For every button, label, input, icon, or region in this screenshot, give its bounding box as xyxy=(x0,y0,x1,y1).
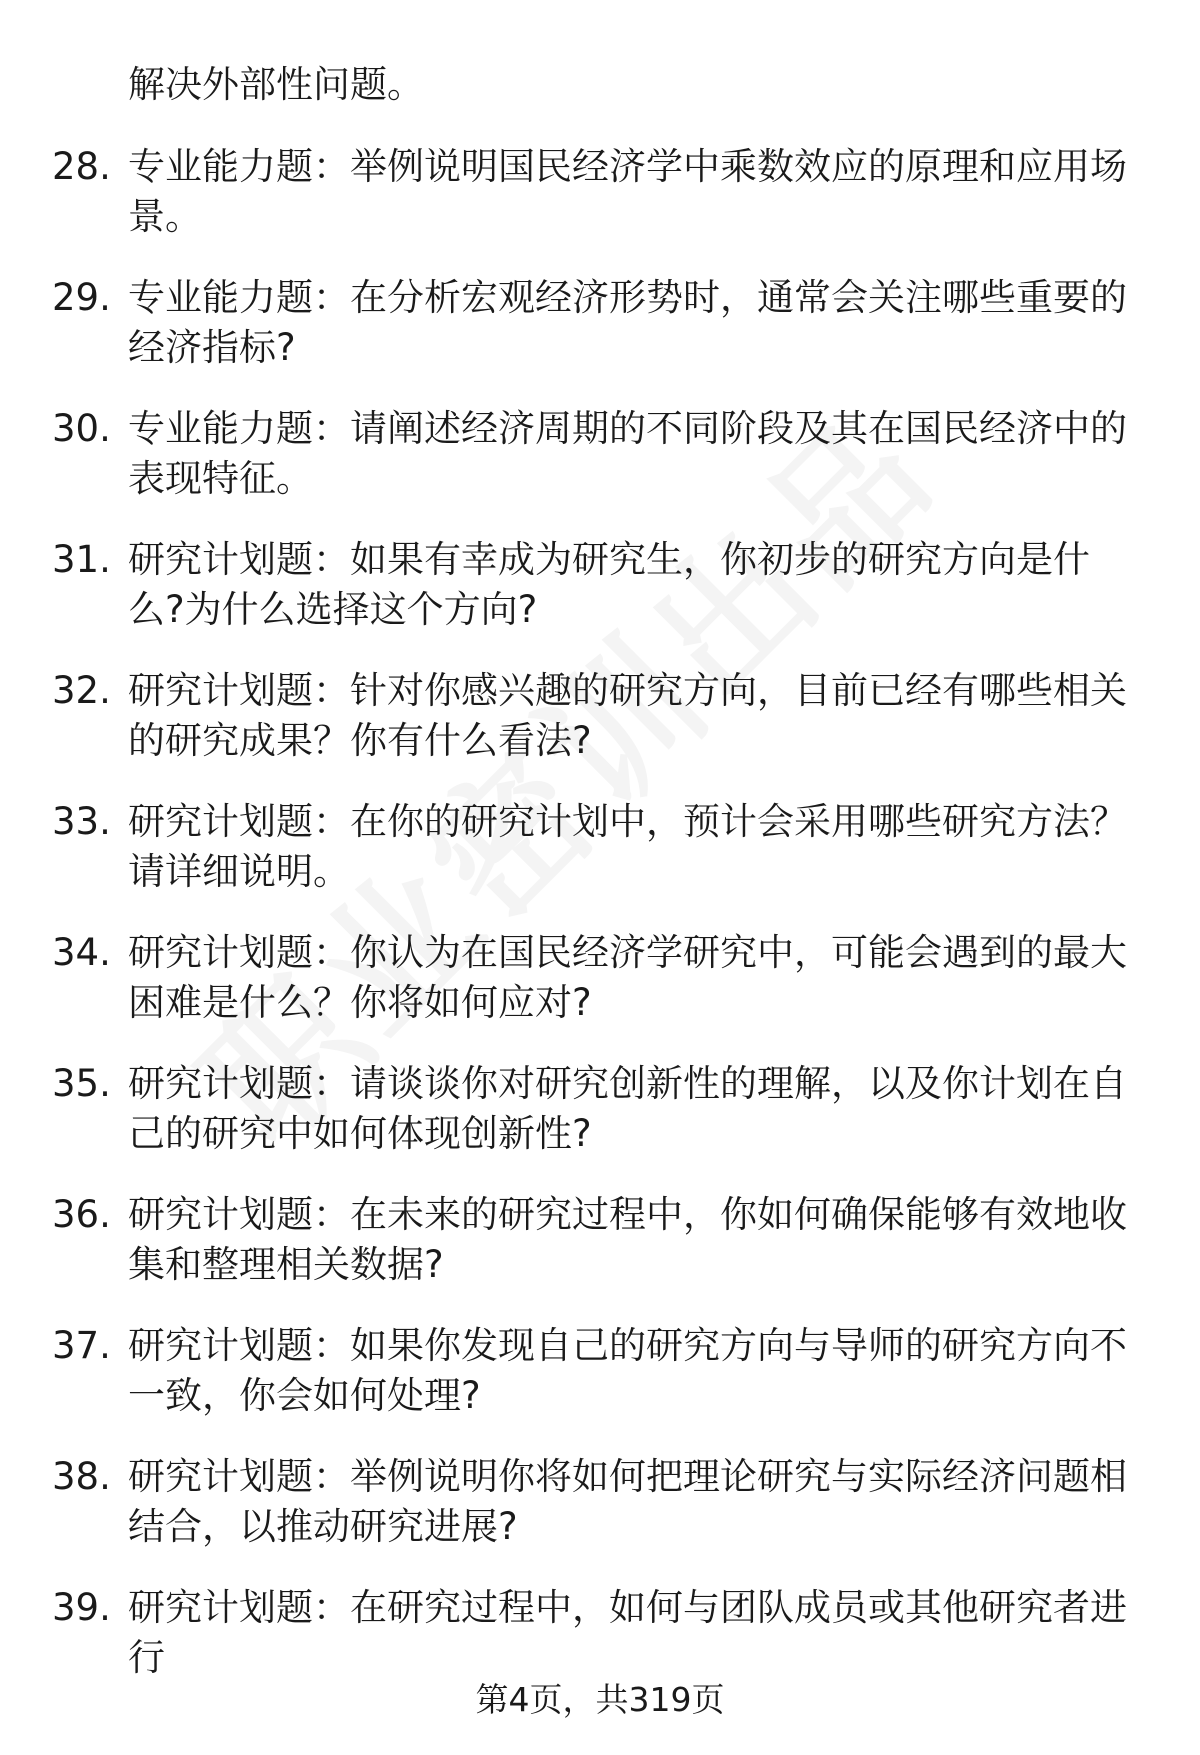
question-item xyxy=(0,666,1200,797)
question-text: 专业能力题：请阐述经济周期的不同阶段及其在国民经济中的表现特征。 xyxy=(128,407,1127,500)
question-text: 研究计划题：在你的研究计划中，预计会采用哪些研究方法？请详细说明。 xyxy=(128,800,1127,893)
question-number: 30. xyxy=(52,407,111,450)
question-item xyxy=(0,928,1200,1059)
question-text: 研究计划题：在研究过程中，如何与团队成员或其他研究者进行 xyxy=(128,1586,1127,1679)
question-text: 研究计划题：如果有幸成为研究生，你初步的研究方向是什么?为什么选择这个方向? xyxy=(128,538,1090,631)
question-text: 研究计划题：你认为在国民经济学研究中，可能会遇到的最大困难是什么？你将如何应对? xyxy=(128,931,1127,1024)
question-text: 专业能力题：举例说明国民经济学中乘数效应的原理和应用场景。 xyxy=(128,145,1127,238)
question-number: 35. xyxy=(52,1062,111,1105)
question-text: 研究计划题：如果你发现自己的研究方向与导师的研究方向不一致，你会如何处理? xyxy=(128,1324,1127,1417)
question-item xyxy=(0,1190,1200,1321)
question-text: 研究计划题：针对你感兴趣的研究方向，目前已经有哪些相关的研究成果？你有什么看法? xyxy=(128,669,1127,762)
question-list xyxy=(0,142,1200,1714)
page-footer: 第4页，共319页 xyxy=(475,1680,725,1719)
continuation-text: 解决外部性问题。 xyxy=(128,63,424,106)
question-text: 研究计划题：请谈谈你对研究创新性的理解，以及你计划在自己的研究中如何体现创新性? xyxy=(128,1062,1127,1155)
question-number: 36. xyxy=(52,1193,111,1236)
question-text: 研究计划题：在未来的研究过程中，你如何确保能够有效地收集和整理相关数据? xyxy=(128,1193,1127,1286)
question-text: 专业能力题：在分析宏观经济形势时，通常会关注哪些重要的经济指标? xyxy=(128,276,1127,369)
question-number: 39. xyxy=(52,1586,111,1629)
question-text: 研究计划题：举例说明你将如何把理论研究与实际经济问题相结合，以推动研究进展? xyxy=(128,1455,1127,1548)
question-item xyxy=(0,1452,1200,1583)
question-number: 34. xyxy=(52,931,111,974)
question-number: 31. xyxy=(52,538,111,581)
question-number: 28. xyxy=(52,145,111,188)
question-item xyxy=(0,1059,1200,1190)
question-item xyxy=(0,142,1200,273)
question-item xyxy=(0,535,1200,666)
question-number: 38. xyxy=(52,1455,111,1498)
question-number: 37. xyxy=(52,1324,111,1367)
question-item xyxy=(0,797,1200,928)
question-number: 33. xyxy=(52,800,111,843)
question-number: 29. xyxy=(52,276,111,319)
question-number: 32. xyxy=(52,669,111,712)
question-item xyxy=(0,404,1200,535)
question-item xyxy=(0,1321,1200,1452)
question-item xyxy=(0,273,1200,404)
